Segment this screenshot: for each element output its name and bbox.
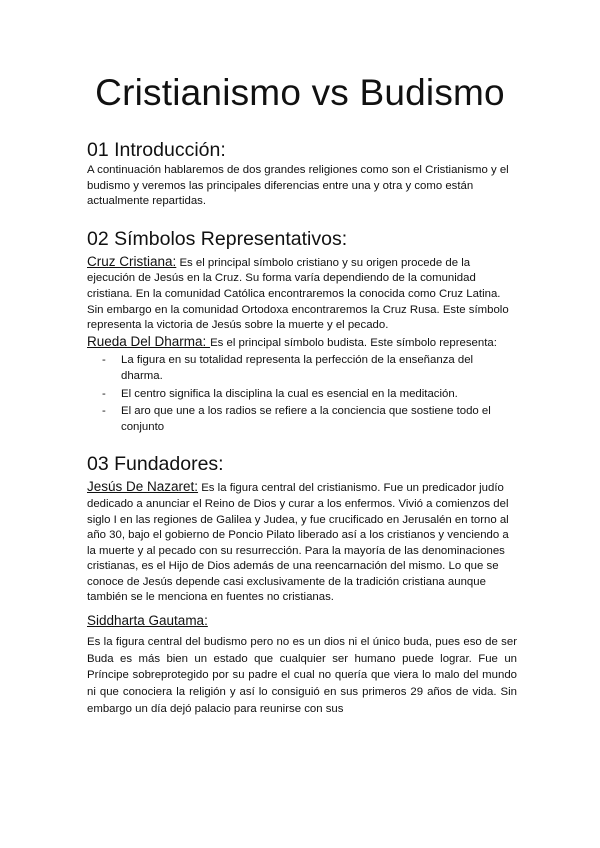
bullet-text: El centro significa la disciplina la cual es esencial en la meditación. [121, 387, 458, 400]
bullet-text: El aro que une a los radios se refiere a la conciencia que sostiene todo el conjunto [121, 405, 491, 433]
wheel-bullet-list [87, 353, 517, 435]
document-title: Cristianismo vs Budismo [95, 72, 505, 113]
buddha-label: Siddharta Gautama: [87, 613, 208, 629]
symbols-heading: 02 Símbolos Representativos: [87, 227, 348, 250]
document-body [87, 138, 517, 718]
wheel-text: Es el principal símbolo budista. Este símbolo representa: [210, 336, 497, 349]
bullet-marker: - [102, 354, 106, 367]
cross-paragraph [87, 254, 517, 334]
cross-label: Cruz Cristiana: [87, 253, 177, 269]
bullet-marker: - [102, 405, 106, 418]
list-item [87, 387, 517, 403]
founders-heading: 03 Fundadores: [87, 453, 224, 476]
list-item [87, 353, 517, 384]
intro-heading: 01 Introducción: [87, 139, 226, 161]
jesus-label: Jesús De Nazaret: [87, 479, 199, 495]
bullet-marker: - [102, 387, 106, 400]
intro-paragraph: A continuación hablaremos de dos grandes religiones como son el Cristianismo y el budismo y veremos las principales diferencias entre una y otra y como están actualmente repartidas. [87, 164, 509, 208]
cross-text: Es el principal símbolo cristiano y su origen procede de la ejecución de Jesús en la Cruz. Su forma varía dependiendo de la comunidad cristiana. En la comunidad Católica encontraremos la conocida como Cruz Latina. Sin embargo en la comunidad Ortodoxa encontraremos la Cruz Rusa. Este símbolo representa la victoria de Jesús sobre la muerte y el pecado. [87, 256, 509, 332]
list-item [87, 404, 517, 435]
jesus-text: Es la figura central del cristianismo. Fue un predicador judío dedicado a anunciar el Reino de Dios y curar a los enfermos. Vivió a comienzos del siglo I en las regiones de Galilea y Judea, y fue crucificado en Jerusalén en torno al año 30, bajo el gobierno de Poncio Pilato liberado así a los cristianos y venciendo a la muerte y al pecado con su resurrección. Para la mayoría de las denominaciones cristianas, es el Hijo de Dios además de una reencarnación del mismo. Lo que se conoce de Jesús depende casi exclusivamente de la tradición cristiana aunque también se le menciona en fuentes no cristianas. [87, 482, 509, 604]
bullet-text: La figura en su totalidad representa la perfección de la enseñanza del dharma. [121, 354, 474, 382]
wheel-paragraph [87, 334, 517, 352]
jesus-paragraph [87, 479, 517, 606]
wheel-label: Rueda Del Dharma: [87, 333, 211, 349]
buddha-paragraph: Es la figura central del budismo pero no es un dios ni el único buda, pues eso de ser Buda es más bien un estado que cualquier ser humano puede lograr. Fue un Príncipe sobreprotegido por su padre el cual no quería que viera lo malo del mundo ni que conociera la religión y así lo consiguió en sus primeros 29 años de vida. Sin embargo un día dejó palacio para reunirse con sus [87, 636, 517, 715]
